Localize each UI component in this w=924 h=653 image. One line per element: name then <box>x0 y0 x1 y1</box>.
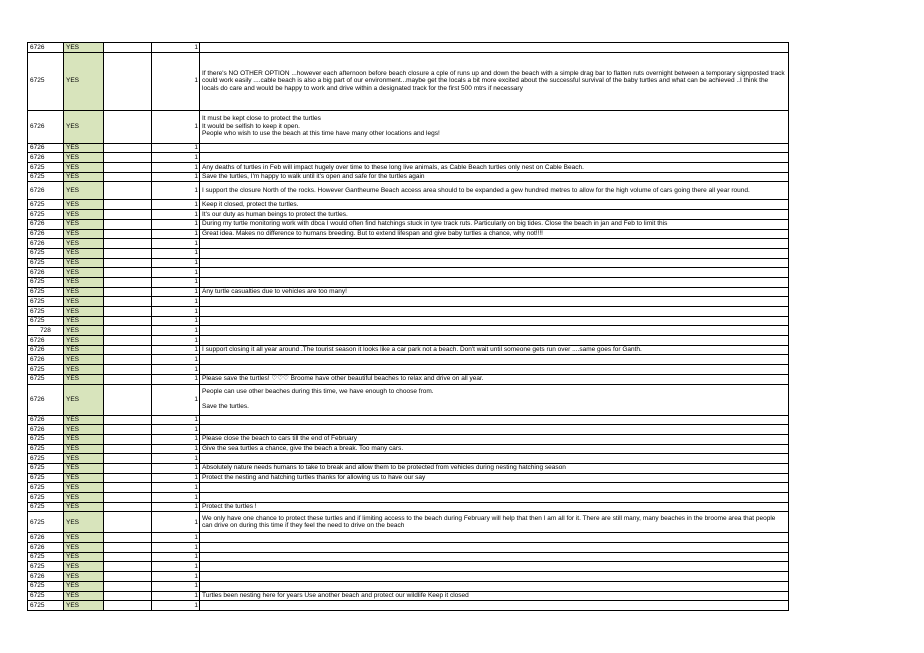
comment-cell <box>200 425 789 435</box>
table-row <box>28 543 789 553</box>
blank-cell <box>104 591 152 601</box>
blank-cell <box>104 425 152 435</box>
count-cell: 1 <box>152 473 200 483</box>
comment-cell <box>200 326 789 336</box>
comment-cell <box>200 454 789 464</box>
postcode-cell: 6725 <box>28 248 64 258</box>
table-row <box>28 43 789 53</box>
answer-cell: YES <box>64 454 104 464</box>
table-row <box>28 493 789 503</box>
comment-cell <box>200 248 789 258</box>
blank-cell <box>104 384 152 415</box>
answer-cell: YES <box>64 483 104 493</box>
answer-cell: YES <box>64 502 104 512</box>
postcode-cell: 6726 <box>28 43 64 53</box>
blank-cell <box>104 543 152 553</box>
answer-cell: YES <box>64 601 104 611</box>
blank-cell <box>104 182 152 200</box>
postcode-cell: 6725 <box>28 297 64 307</box>
blank-cell <box>104 345 152 355</box>
count-cell: 1 <box>152 572 200 582</box>
blank-cell <box>104 512 152 533</box>
blank-cell <box>104 552 152 562</box>
table-row <box>28 258 789 268</box>
answer-cell: YES <box>64 43 104 53</box>
table-row <box>28 384 789 415</box>
answer-cell: YES <box>64 229 104 239</box>
answer-cell: YES <box>64 200 104 210</box>
blank-cell <box>104 258 152 268</box>
table-row <box>28 345 789 355</box>
postcode-cell: 6725 <box>28 454 64 464</box>
answer-cell: YES <box>64 365 104 375</box>
postcode-cell: 6725 <box>28 307 64 317</box>
count-cell: 1 <box>152 229 200 239</box>
count-cell: 1 <box>152 543 200 553</box>
blank-cell <box>104 229 152 239</box>
count-cell: 1 <box>152 143 200 153</box>
answer-cell: YES <box>64 543 104 553</box>
answer-cell: YES <box>64 182 104 200</box>
answer-cell: YES <box>64 316 104 326</box>
table-row <box>28 163 789 173</box>
answer-cell: YES <box>64 307 104 317</box>
count-cell: 1 <box>152 483 200 493</box>
postcode-cell: 6726 <box>28 268 64 278</box>
count-cell: 1 <box>152 493 200 503</box>
postcode-cell: 6726 <box>28 143 64 153</box>
blank-cell <box>104 163 152 173</box>
count-cell: 1 <box>152 562 200 572</box>
count-cell: 1 <box>152 345 200 355</box>
comment-cell <box>200 297 789 307</box>
table-row <box>28 307 789 317</box>
count-cell: 1 <box>152 444 200 454</box>
postcode-cell: 6726 <box>28 239 64 249</box>
postcode-cell: 6725 <box>28 287 64 297</box>
blank-cell <box>104 493 152 503</box>
answer-cell: YES <box>64 444 104 454</box>
table-row <box>28 287 789 297</box>
comment-cell <box>200 552 789 562</box>
count-cell: 1 <box>152 384 200 415</box>
answer-cell: YES <box>64 52 104 110</box>
answer-cell: YES <box>64 591 104 601</box>
comment-cell: People can use other beaches during this time, we have enough to choose from. Save the turtles. <box>200 384 789 415</box>
count-cell: 1 <box>152 512 200 533</box>
blank-cell <box>104 601 152 611</box>
comment-cell: Turtles been nesting here for years Use another beach and protect our wildlife Keep it closed <box>200 591 789 601</box>
blank-cell <box>104 210 152 220</box>
count-cell: 1 <box>152 365 200 375</box>
comment-cell <box>200 483 789 493</box>
comment-cell <box>200 258 789 268</box>
count-cell: 1 <box>152 316 200 326</box>
answer-cell: YES <box>64 163 104 173</box>
answer-cell: YES <box>64 425 104 435</box>
answer-cell: YES <box>64 210 104 220</box>
comment-cell <box>200 572 789 582</box>
comment-cell <box>200 336 789 346</box>
count-cell: 1 <box>152 110 200 143</box>
count-cell: 1 <box>152 210 200 220</box>
comment-cell: Great idea. Makes no difference to humans breeding. But to extend lifespan and give baby turtles a chance, why not!!!! <box>200 229 789 239</box>
postcode-cell: 6726 <box>28 229 64 239</box>
count-cell: 1 <box>152 43 200 53</box>
table-row <box>28 601 789 611</box>
count-cell: 1 <box>152 219 200 229</box>
postcode-cell: 6725 <box>28 163 64 173</box>
answer-cell: YES <box>64 172 104 182</box>
count-cell: 1 <box>152 163 200 173</box>
comment-cell: It must be kept close to protect the turtles It would be selfish to keep it open. People who wish to use the beach at this time have many other locations and legs! <box>200 110 789 143</box>
answer-cell: YES <box>64 473 104 483</box>
comment-cell <box>200 562 789 572</box>
comment-cell: Please save the turtles! ♡♡♡ Broome have other beautiful beaches to relax and drive on all year. <box>200 374 789 384</box>
table-row <box>28 562 789 572</box>
postcode-cell: 6725 <box>28 463 64 473</box>
answer-cell: YES <box>64 248 104 258</box>
table-row <box>28 239 789 249</box>
postcode-cell: 6725 <box>28 502 64 512</box>
postcode-cell: 6726 <box>28 425 64 435</box>
count-cell: 1 <box>152 336 200 346</box>
comment-cell: Save the turtles, I'm happy to walk until it's open and safe for the turtles again <box>200 172 789 182</box>
postcode-cell: 6725 <box>28 277 64 287</box>
answer-cell: YES <box>64 434 104 444</box>
blank-cell <box>104 374 152 384</box>
comment-cell <box>200 581 789 591</box>
comment-cell <box>200 307 789 317</box>
table-row <box>28 172 789 182</box>
table-row <box>28 200 789 210</box>
blank-cell <box>104 463 152 473</box>
table-row <box>28 533 789 543</box>
postcode-cell: 6725 <box>28 493 64 503</box>
count-cell: 1 <box>152 374 200 384</box>
postcode-cell: 6726 <box>28 572 64 582</box>
count-cell: 1 <box>152 502 200 512</box>
table-row <box>28 572 789 582</box>
answer-cell: YES <box>64 384 104 415</box>
postcode-cell: 6725 <box>28 562 64 572</box>
blank-cell <box>104 326 152 336</box>
blank-cell <box>104 153 152 163</box>
answer-cell: YES <box>64 219 104 229</box>
answer-cell: YES <box>64 297 104 307</box>
count-cell: 1 <box>152 52 200 110</box>
comment-cell <box>200 493 789 503</box>
postcode-cell: 6726 <box>28 336 64 346</box>
blank-cell <box>104 143 152 153</box>
blank-cell <box>104 444 152 454</box>
table-row <box>28 463 789 473</box>
postcode-cell: 6726 <box>28 110 64 143</box>
comment-cell: Any deaths of turtles in Feb will impact hugely over time to these long live animals, as Cable Beach turtles only nest on Cable Beach. <box>200 163 789 173</box>
answer-cell: YES <box>64 581 104 591</box>
table-row <box>28 454 789 464</box>
postcode-cell: 6726 <box>28 355 64 365</box>
postcode-cell: 6725 <box>28 512 64 533</box>
count-cell: 1 <box>152 434 200 444</box>
table-row <box>28 483 789 493</box>
answer-cell: YES <box>64 415 104 425</box>
blank-cell <box>104 533 152 543</box>
count-cell: 1 <box>152 463 200 473</box>
postcode-cell: 6726 <box>28 384 64 415</box>
comment-cell: Please close the beach to cars till the end of February <box>200 434 789 444</box>
answer-cell: YES <box>64 110 104 143</box>
blank-cell <box>104 307 152 317</box>
count-cell: 1 <box>152 287 200 297</box>
blank-cell <box>104 277 152 287</box>
table-row <box>28 182 789 200</box>
answer-cell: YES <box>64 374 104 384</box>
comment-cell: It's our duty as human beings to protect the turtles. <box>200 210 789 220</box>
postcode-cell: 6725 <box>28 52 64 110</box>
blank-cell <box>104 52 152 110</box>
table-row <box>28 297 789 307</box>
answer-cell: YES <box>64 345 104 355</box>
postcode-cell: 6726 <box>28 219 64 229</box>
postcode-cell: 6725 <box>28 473 64 483</box>
postcode-cell: 6725 <box>28 365 64 375</box>
table-row <box>28 434 789 444</box>
count-cell: 1 <box>152 326 200 336</box>
blank-cell <box>104 336 152 346</box>
blank-cell <box>104 219 152 229</box>
blank-cell <box>104 239 152 249</box>
blank-cell <box>104 200 152 210</box>
postcode-cell: 6725 <box>28 172 64 182</box>
answer-cell: YES <box>64 258 104 268</box>
comment-cell: Give the sea turtles a chance, give the beach a break. Too many cars. <box>200 444 789 454</box>
postcode-cell: 6725 <box>28 434 64 444</box>
table-row <box>28 268 789 278</box>
count-cell: 1 <box>152 200 200 210</box>
postcode-cell: 6725 <box>28 210 64 220</box>
count-cell: 1 <box>152 277 200 287</box>
comment-cell: Any turtle casualties due to vehicles are too many! <box>200 287 789 297</box>
table-row <box>28 210 789 220</box>
postcode-cell: 728 <box>28 326 64 336</box>
comment-cell: Protect the nesting and hatching turtles thanks for allowing us to have our say <box>200 473 789 483</box>
postcode-cell: 6726 <box>28 533 64 543</box>
count-cell: 1 <box>152 591 200 601</box>
table-row <box>28 581 789 591</box>
comment-cell <box>200 355 789 365</box>
blank-cell <box>104 483 152 493</box>
blank-cell <box>104 454 152 464</box>
table-row <box>28 591 789 601</box>
comment-cell <box>200 268 789 278</box>
postcode-cell: 6725 <box>28 258 64 268</box>
comment-cell <box>200 533 789 543</box>
table-row <box>28 502 789 512</box>
table-row <box>28 110 789 143</box>
comment-cell <box>200 153 789 163</box>
blank-cell <box>104 473 152 483</box>
blank-cell <box>104 297 152 307</box>
blank-cell <box>104 110 152 143</box>
table-row <box>28 473 789 483</box>
blank-cell <box>104 562 152 572</box>
count-cell: 1 <box>152 601 200 611</box>
answer-cell: YES <box>64 552 104 562</box>
table-row <box>28 229 789 239</box>
count-cell: 1 <box>152 307 200 317</box>
answer-cell: YES <box>64 533 104 543</box>
table-row <box>28 219 789 229</box>
count-cell: 1 <box>152 248 200 258</box>
comment-cell <box>200 277 789 287</box>
comment-cell <box>200 415 789 425</box>
postcode-cell: 6726 <box>28 182 64 200</box>
table-row <box>28 153 789 163</box>
answer-cell: YES <box>64 336 104 346</box>
blank-cell <box>104 365 152 375</box>
blank-cell <box>104 287 152 297</box>
table-row <box>28 552 789 562</box>
blank-cell <box>104 248 152 258</box>
table-row <box>28 444 789 454</box>
count-cell: 1 <box>152 533 200 543</box>
answer-cell: YES <box>64 326 104 336</box>
comment-cell: I support the closure North of the rocks. However Gantheume Beach access area should to be expanded a gew hundred metres to allow for the high volume of cars going there all year round. <box>200 182 789 200</box>
postcode-cell: 6725 <box>28 374 64 384</box>
table-row <box>28 336 789 346</box>
count-cell: 1 <box>152 297 200 307</box>
answer-cell: YES <box>64 562 104 572</box>
comment-cell <box>200 316 789 326</box>
comment-cell <box>200 143 789 153</box>
postcode-cell: 6725 <box>28 601 64 611</box>
blank-cell <box>104 172 152 182</box>
comment-cell: I support closing it all year around .The tourist season it looks like a car park not a beach. Don't wait until someone gets run over ....same goes for Ganth. <box>200 345 789 355</box>
postcode-cell: 6726 <box>28 153 64 163</box>
postcode-cell: 6726 <box>28 543 64 553</box>
answer-cell: YES <box>64 493 104 503</box>
comment-cell: Absolutely nature needs humans to take to break and allow them to be protected from vehicles during nesting hatching season <box>200 463 789 473</box>
table-row <box>28 415 789 425</box>
count-cell: 1 <box>152 454 200 464</box>
answer-cell: YES <box>64 512 104 533</box>
comment-cell: During my turtle monitoring work with dbca I would often find hatchings stuck in tyre track ruts. Particularly on big tides. Close the beach in jan and Feb to limit this <box>200 219 789 229</box>
blank-cell <box>104 43 152 53</box>
count-cell: 1 <box>152 172 200 182</box>
answer-cell: YES <box>64 572 104 582</box>
table-row <box>28 143 789 153</box>
comment-cell <box>200 43 789 53</box>
count-cell: 1 <box>152 182 200 200</box>
postcode-cell: 6725 <box>28 483 64 493</box>
count-cell: 1 <box>152 355 200 365</box>
table-row <box>28 512 789 533</box>
count-cell: 1 <box>152 425 200 435</box>
count-cell: 1 <box>152 552 200 562</box>
comment-cell: If there's NO OTHER OPTION ...however each afternoon before beach closure a cple of runs up and down the beach with a simple drag bar to flatten ruts overnight between a temporary signposted track could work easily ....cable beach is also a big part of our environment...maybe get the locals a bit more excited about the successful survival of the baby turtles and what can be achieved ..I think the locals do care and would be happy to work and drive within a designated track for the first 500 mtrs if necessary <box>200 52 789 110</box>
answer-cell: YES <box>64 287 104 297</box>
blank-cell <box>104 316 152 326</box>
blank-cell <box>104 268 152 278</box>
answer-cell: YES <box>64 268 104 278</box>
table-row <box>28 355 789 365</box>
postcode-cell: 6725 <box>28 581 64 591</box>
comment-cell <box>200 601 789 611</box>
answer-cell: YES <box>64 277 104 287</box>
answer-cell: YES <box>64 355 104 365</box>
postcode-cell: 6725 <box>28 444 64 454</box>
table-row <box>28 326 789 336</box>
answer-cell: YES <box>64 153 104 163</box>
comment-cell <box>200 543 789 553</box>
count-cell: 1 <box>152 268 200 278</box>
comment-cell: Protect the turtles ! <box>200 502 789 512</box>
comment-cell <box>200 365 789 375</box>
blank-cell <box>104 502 152 512</box>
count-cell: 1 <box>152 581 200 591</box>
blank-cell <box>104 572 152 582</box>
postcode-cell: 6725 <box>28 591 64 601</box>
table-row <box>28 277 789 287</box>
blank-cell <box>104 355 152 365</box>
answer-cell: YES <box>64 463 104 473</box>
comment-cell: Keep it closed, protect the turtles. <box>200 200 789 210</box>
blank-cell <box>104 581 152 591</box>
count-cell: 1 <box>152 258 200 268</box>
postcode-cell: 6725 <box>28 200 64 210</box>
postcode-cell: 6726 <box>28 415 64 425</box>
table-row <box>28 316 789 326</box>
count-cell: 1 <box>152 415 200 425</box>
postcode-cell: 6726 <box>28 345 64 355</box>
blank-cell <box>104 434 152 444</box>
comment-cell: We only have one chance to protect these turtles and if limiting access to the beach during February will help that then I am all for it. There are still many, many beaches in the broome area that people can drive on during this time if they feel the need to drive on the beach <box>200 512 789 533</box>
answer-cell: YES <box>64 143 104 153</box>
count-cell: 1 <box>152 153 200 163</box>
count-cell: 1 <box>152 239 200 249</box>
blank-cell <box>104 415 152 425</box>
postcode-cell: 6725 <box>28 552 64 562</box>
postcode-cell: 6725 <box>28 316 64 326</box>
answer-cell: YES <box>64 239 104 249</box>
table-row <box>28 52 789 110</box>
table-row <box>28 248 789 258</box>
table-row <box>28 425 789 435</box>
table-row <box>28 374 789 384</box>
responses-table <box>27 42 789 611</box>
table-row <box>28 365 789 375</box>
comment-cell <box>200 239 789 249</box>
